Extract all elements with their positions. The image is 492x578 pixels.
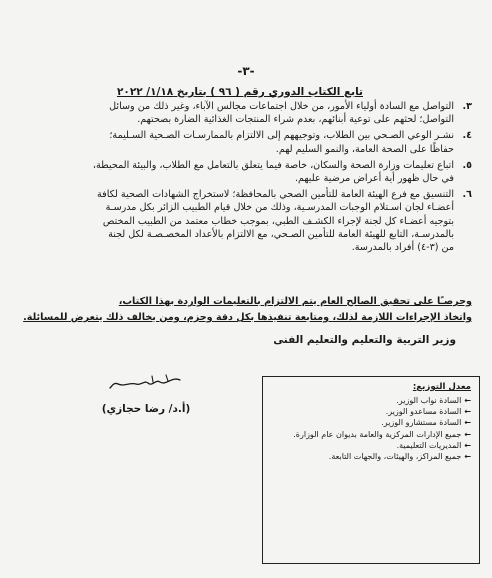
arrow-left-icon: ← [464,440,471,450]
item-text-line: من (٣-٤) أفراد بالمدرسة. [351,242,454,254]
distribution-item [271,440,471,451]
item-text-line: التواصل؛ لحثهم على توعية أبنائهم، بعدم شراء المنتجات الغذائية الضارة بصحتهم. [137,114,454,126]
item-number: ٣. [462,101,472,112]
item-number: ٥. [462,159,472,171]
distribution-item [271,417,471,428]
item-text-line: حفاظًا على الصحة العامة، والنمو السليم لهم. [275,143,454,155]
closing-line: وحرصـًا على تحقيق الصالح العام يتم الالتزام بالتعليمات الواردة بهذا الكتاب، [118,296,472,307]
closing-paragraph [20,294,472,326]
distribution-item [271,451,471,462]
arrow-left-icon: ← [464,452,471,462]
list-item [20,188,472,254]
handwritten-signature [108,372,186,398]
item-text-line: نشـر الوعي الصـحي بين الطلاب، وتوجيههم إلى الالتزام بالممارسـات الصـحية السـليمة؛ [109,130,454,142]
item-text-line: بالمدرسـة، التابع للهيئة العامة للتأمين الصـحي، مع الالتزام بالأعداد المخصـصـة لكل لجنة [108,228,454,240]
arrow-left-icon: ← [464,407,471,417]
item-number: ٤. [462,130,472,142]
distribution-item-label: جميع المراكز، والهيئات، والجهات التابعة. [328,452,462,462]
distribution-item-label: السادة نواب الوزير. [396,396,462,405]
arrow-left-icon: ← [464,429,471,439]
item-text-line: في حال ظهور أية أعراض مرضية عليهم. [294,173,454,185]
list-item [20,100,472,126]
distribution-item-label: السادة مستشارو الوزير. [381,418,462,428]
minister-title: وزير التربية والتعليم والتعليم الفنى [273,334,456,346]
signer-name: (أ.د/ رضا حجازي) [101,403,191,415]
closing-line: واتخاذ الإجراءات اللازمة لذلك، ومتابعة تنفيذها بكل دقة وحزم، ومن يخالف ذلك يتعرض للمسائلة. [23,312,472,323]
distribution-box [262,376,480,564]
arrow-left-icon: ← [464,396,471,405]
distribution-item-label: جميع الإدارات المركزية والعامة بديوان عام الوزارة. [293,429,462,439]
distribution-item [271,429,471,440]
item-text-line: اتباع تعليمات وزارة الصحة والسكان، خاصة فيما يتعلق بالتعامل مع الطلاب، والبيئة المحيطة، [92,159,454,171]
list-item [20,129,472,155]
item-text-line: أعضـاء لجان اسـتلام الوجبات المدرسـية، وذلك من خلال قيام الطبيب الزائر بكل مدرسـة [105,202,454,214]
item-text-line: التنسيق مع فرع الهيئة العامة للتأمين الصحي بالمحافظة؛ لاستخراج الشهادات الصحية لكافة [97,189,454,201]
list-item [20,159,472,185]
item-text-line: بتوجيه أعضـاء كل لجنة لإجراء الكشـف الطبي، بموجب خطاب معتمد من الطبيب المختص [102,215,454,227]
distribution-item [271,395,471,406]
arrow-left-icon: ← [464,418,471,428]
item-number: ٦. [462,189,472,201]
distribution-item [271,406,471,417]
item-text-line: التواصل مع السادة أولياء الأمور، من خلال اجتماعات مجالس الآباء، وغير ذلك من وسائل [109,101,454,112]
page-number: -٣- [237,64,255,78]
distribution-title: معدل التوزيع: [412,382,471,392]
distribution-item-label: المديريات التعليمية. [396,440,462,450]
circular-reference-line: تابع الكتاب الدوري رقم ( ٩٦ ) بتاريخ ١/١٨/ ٢٠٢٢ [117,86,363,98]
distribution-item-label: السادة مساعدو الوزير. [385,407,462,417]
numbered-items [20,100,472,257]
